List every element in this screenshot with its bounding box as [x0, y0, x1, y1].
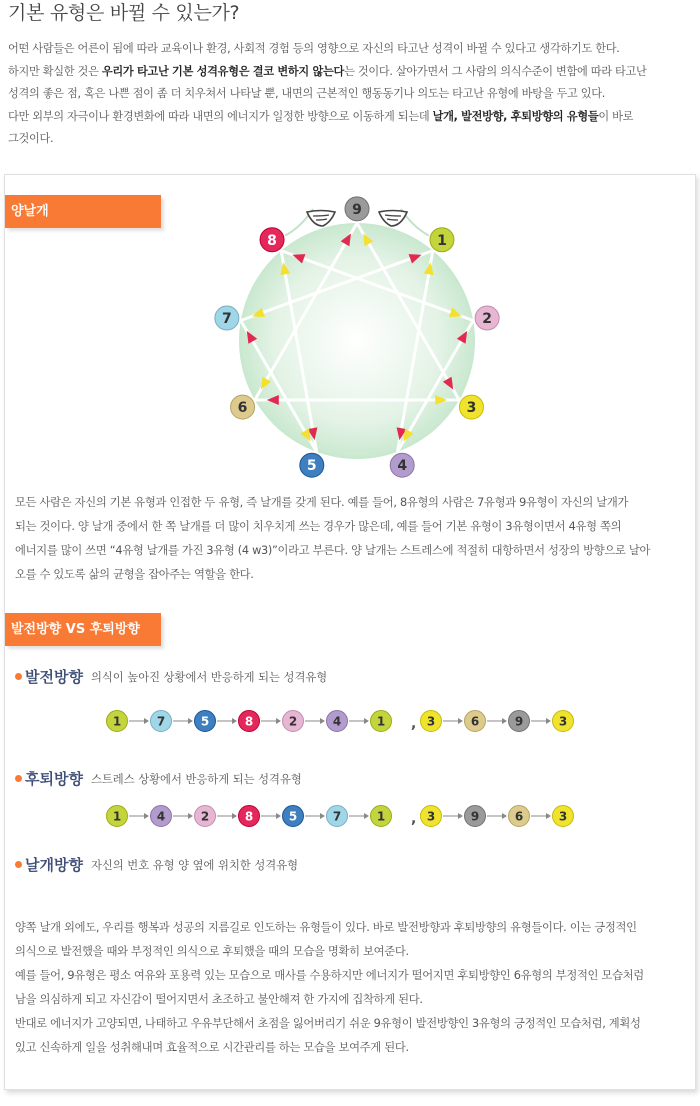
sequence-node-label: 4	[332, 714, 342, 729]
sequence-node-label: 9	[514, 714, 524, 729]
enneagram-node-label: 6	[237, 400, 248, 417]
wing-direction-desc: 자신의 번호 유형 양 옆에 위치한 성격유형	[90, 858, 299, 872]
sequence-node-label: 3	[558, 809, 568, 824]
bullet-dot	[15, 673, 22, 680]
sequence-node-label: 8	[244, 809, 254, 824]
sequence-node-label: 4	[156, 809, 166, 824]
enneagram-node-label: 4	[397, 458, 408, 475]
bullet-dot	[15, 775, 22, 782]
stress-heading	[15, 768, 302, 790]
growth-desc: 의식이 높아진 상황에서 반응하게 되는 성격유형	[90, 670, 328, 684]
sequence-node-label: 3	[426, 714, 436, 729]
wing-direction-title: 날개방향	[25, 856, 83, 874]
intro-line	[8, 61, 690, 84]
wing-right-icon	[379, 211, 407, 227]
sequence-arrowhead	[458, 813, 463, 819]
sequence-node-label: 3	[426, 809, 436, 824]
enneagram-node-label: 9	[352, 201, 362, 218]
sequence-arrowhead	[364, 718, 369, 724]
final-line: 예를 들어, 9유형은 평소 여유와 포용력 있는 모습으로 매사를 수용하지만 에너지가 떨어지면 후퇴방향인 6유형의 부정적인 모습처럼	[15, 969, 644, 982]
wings-line: 오를 수 있도록 삶의 균형을 잡아주는 역할을 한다.	[15, 568, 254, 581]
sequence-separator: ,	[411, 716, 417, 732]
sequence-arrowhead	[502, 718, 507, 724]
sequence-node-label: 3	[558, 714, 568, 729]
intro-line: 어떤 사람들은 어른이 됨에 따라 교육이나 환경, 사회적 경험 등의 영향으로 자신의 타고난 성격이 바뀔 수 있다고 생각하기도 한다.	[8, 42, 620, 55]
enneagram-node-label: 5	[306, 458, 317, 475]
final-paragraph	[15, 916, 687, 1060]
sequence-node-label: 1	[376, 809, 386, 824]
intro-line	[8, 106, 690, 129]
sequence-arrowhead	[232, 813, 237, 819]
final-line: 의식으로 발전했을 때와 부정적인 의식으로 후퇴했을 때의 모습을 명확히 보여준다.	[15, 945, 409, 958]
intro-line: 그것이다.	[8, 132, 54, 145]
sequence-arrowhead	[546, 718, 551, 724]
intro-bold: 날개, 발전방향, 후퇴방향의 유형들	[432, 109, 599, 123]
intro-line: 성격의 좋은 점, 혹은 나쁜 점이 좀 더 치우쳐서 나타날 뿐, 내면의 근본적인 행동동기나 의도는 타고난 유형에 바탕을 두고 있다.	[8, 87, 605, 100]
wings-line: 에너지를 많이 쓰면 “4유형 날개를 가진 3유형 (4 w3)”이라고 부른다. 양 날개는 스트레스에 적절히 대항하면서 성장의 방향으로 날아	[15, 544, 651, 557]
sequence-arrowhead	[320, 718, 325, 724]
sequence-node-label: 5	[288, 809, 298, 824]
enneagram-circle	[239, 223, 475, 459]
sequence-arrowhead	[364, 813, 369, 819]
enneagram-node-label: 7	[221, 311, 232, 328]
intro-bold: 우리가 타고난 기본 성격유형은 결코 변하지 않는다	[101, 64, 345, 78]
growth-sequence	[105, 707, 585, 735]
wings-line: 모든 사람은 자신의 기본 유형과 인접한 두 유형, 즉 날개를 갖게 된다. 예를 들어, 8유형의 사람은 7유형과 9유형이 자신의 날개가	[15, 496, 629, 509]
sequence-arrowhead	[276, 813, 281, 819]
sequence-arrowhead	[188, 813, 193, 819]
wings-paragraph	[15, 491, 687, 587]
final-line: 반대로 에너지가 고양되면, 나태하고 우유부단해서 초점을 잃어버리기 쉬운 9유형이 발전방향인 3유형의 긍정적인 모습처럼, 계획성	[15, 1017, 641, 1030]
wing-left-icon	[307, 211, 335, 227]
sequence-node-label: 9	[470, 809, 480, 824]
sequence-arrowhead	[320, 813, 325, 819]
sequence-arrowhead	[144, 718, 149, 724]
wings-tag: 양날개	[5, 195, 161, 228]
sequence-node-label: 7	[156, 714, 166, 729]
wings-line: 되는 것이다. 양 날개 중에서 한 쪽 날개를 더 많이 치우치게 쓰는 경우가 많은데, 예를 들어 기본 유형이 3유형이면서 4유형 쪽의	[15, 520, 622, 533]
sequence-node-label: 1	[112, 714, 122, 729]
sequence-node-label: 7	[332, 809, 342, 824]
sequence-node-label: 6	[470, 714, 480, 729]
stress-sequence	[105, 802, 585, 830]
final-line: 있고 신속하게 일을 성취해내며 효율적으로 시간관리를 하는 모습을 보여주게 된다.	[15, 1041, 409, 1054]
sequence-arrowhead	[502, 813, 507, 819]
sequence-node-label: 1	[112, 809, 122, 824]
sequence-arrowhead	[276, 718, 281, 724]
sequence-arrowhead	[546, 813, 551, 819]
final-line: 양쪽 날개 외에도, 우리를 행복과 성공의 지름길로 인도하는 유형들이 있다. 바로 발전방향과 후퇴방향의 유형들이다. 이는 긍정적인	[15, 921, 637, 934]
sequence-arrowhead	[144, 813, 149, 819]
sequence-node-label: 1	[376, 714, 386, 729]
intro-text-span: 다만 외부의 자극이나 환경변화에 따라 내면의 에너지가 일정한 방향으로 이동하게 되는데	[8, 109, 433, 123]
intro-text-span: 하지만 확실한 것은	[8, 64, 102, 78]
sequence-node-label: 6	[514, 809, 524, 824]
enneagram-node-label: 1	[437, 232, 447, 249]
wing-direction-heading	[15, 854, 298, 876]
sequence-node-label: 8	[244, 714, 254, 729]
growth-heading	[15, 666, 327, 688]
page-title: 기본 유형은 바뀔 수 있는가?	[8, 2, 240, 24]
content-box	[4, 174, 696, 1090]
sequence-node-label: 2	[200, 809, 210, 824]
sequence-arrowhead	[232, 718, 237, 724]
bullet-dot	[15, 861, 22, 868]
final-line: 남을 의심하게 되고 자신감이 떨어지면서 초조하고 불안해져 한 가지에 집착하게 된다.	[15, 993, 423, 1006]
sequence-node-label: 5	[200, 714, 210, 729]
enneagram-diagram	[5, 175, 695, 485]
stress-title: 후퇴방향	[25, 770, 83, 788]
intro-text-span: 는 것이다. 살아가면서 그 사람의 의식수준이 변함에 따라 타고난	[344, 64, 647, 78]
intro-text-span: 이 바로	[598, 109, 634, 123]
intro-text	[8, 38, 690, 151]
enneagram-node-label: 2	[482, 311, 493, 328]
sequence-arrowhead	[458, 718, 463, 724]
sequence-node-label: 2	[288, 714, 298, 729]
enneagram-node-label: 8	[267, 232, 277, 249]
enneagram-node-label: 3	[466, 400, 477, 417]
sequence-arrowhead	[188, 718, 193, 724]
sequence-separator: ,	[411, 811, 417, 827]
stress-desc: 스트레스 상황에서 반응하게 되는 성격유형	[90, 772, 302, 786]
growth-title: 발전방향	[25, 668, 83, 686]
directions-tag: 발전방향 VS 후퇴방향	[5, 613, 161, 646]
